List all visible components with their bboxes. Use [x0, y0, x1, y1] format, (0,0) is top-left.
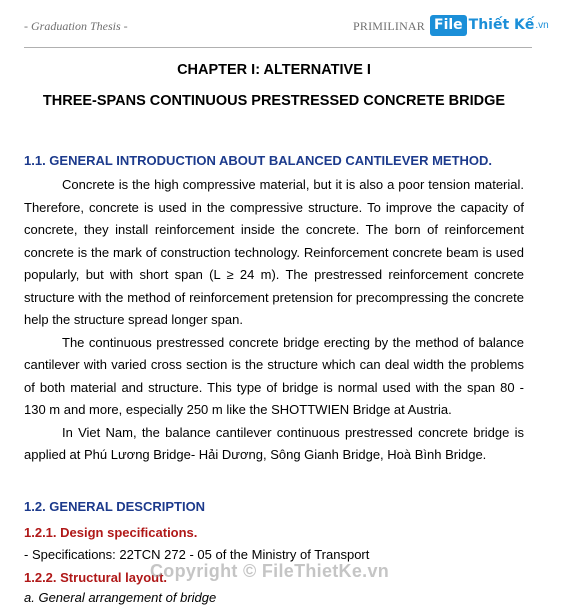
- section-1-2-2-heading: 1.2.2. Structural layout.: [24, 570, 168, 585]
- section-1-2-1-heading: 1.2.1. Design specifications.: [24, 525, 198, 540]
- section-1-1-heading: 1.1. GENERAL INTRODUCTION ABOUT BALANCED CANTILEVER METHOD.: [24, 153, 493, 168]
- logo-box: File: [430, 15, 467, 36]
- copyright-watermark: Copyright © FileThietKe.vn: [150, 561, 390, 581]
- chapter-subtitle: THREE-SPANS CONTINUOUS PRESTRESSED CONCRETE BRIDGE: [42, 93, 506, 109]
- logo-text: Thiết Kế: [468, 17, 535, 33]
- header-section-label: PRIMILINAR: [353, 19, 426, 33]
- section-1-1-body: [24, 174, 524, 467]
- chapter-title: CHAPTER I: ALTERNATIVE I: [177, 62, 371, 78]
- logo-domain: .vn: [535, 19, 549, 31]
- header-divider: [24, 47, 532, 48]
- paragraph-1: Concrete is the high compressive material, but it is also a poor tension material. Therefore, concrete is used in the compressive structure. To improve the capacity of concrete, they install reinforcement inside the concrete. The born of reinforcement concrete is the mark of construction technology. Reinforcement concrete beam is used popularly, but with short span (L ≥ 24 m). The prestressed reinforcement concrete structure with the method of reinforcement pretension for precompressing the concrete help the structure spread longer span.: [24, 177, 524, 327]
- filethietke-logo[interactable]: [430, 13, 549, 37]
- general-arrangement-line: a. General arrangement of bridge: [24, 590, 217, 605]
- section-1-2-heading: 1.2. GENERAL DESCRIPTION: [24, 499, 206, 514]
- paragraph-2: The continuous prestressed concrete bridge erecting by the method of balance cantilever with varied cross section is the structure which can deal width the problems of both material and structure. This type of bridge is normal used with the span 80 - 130 m and more, especially 250 m like the SHOTTWIEN Bridge at Austria.: [24, 334, 524, 417]
- page-header: [0, 0, 566, 48]
- paragraph-3: In Viet Nam, the balance cantilever continuous prestressed concrete bridge is applied at Phú Lương Bridge- Hải Dương, Sông Gianh Bridge, Hoà Bình Bridge.: [24, 424, 524, 462]
- specifications-line: - Specifications: 22TCN 272 - 05 of the Ministry of Transport: [24, 547, 370, 562]
- header-thesis-label: - Graduation Thesis -: [24, 19, 128, 33]
